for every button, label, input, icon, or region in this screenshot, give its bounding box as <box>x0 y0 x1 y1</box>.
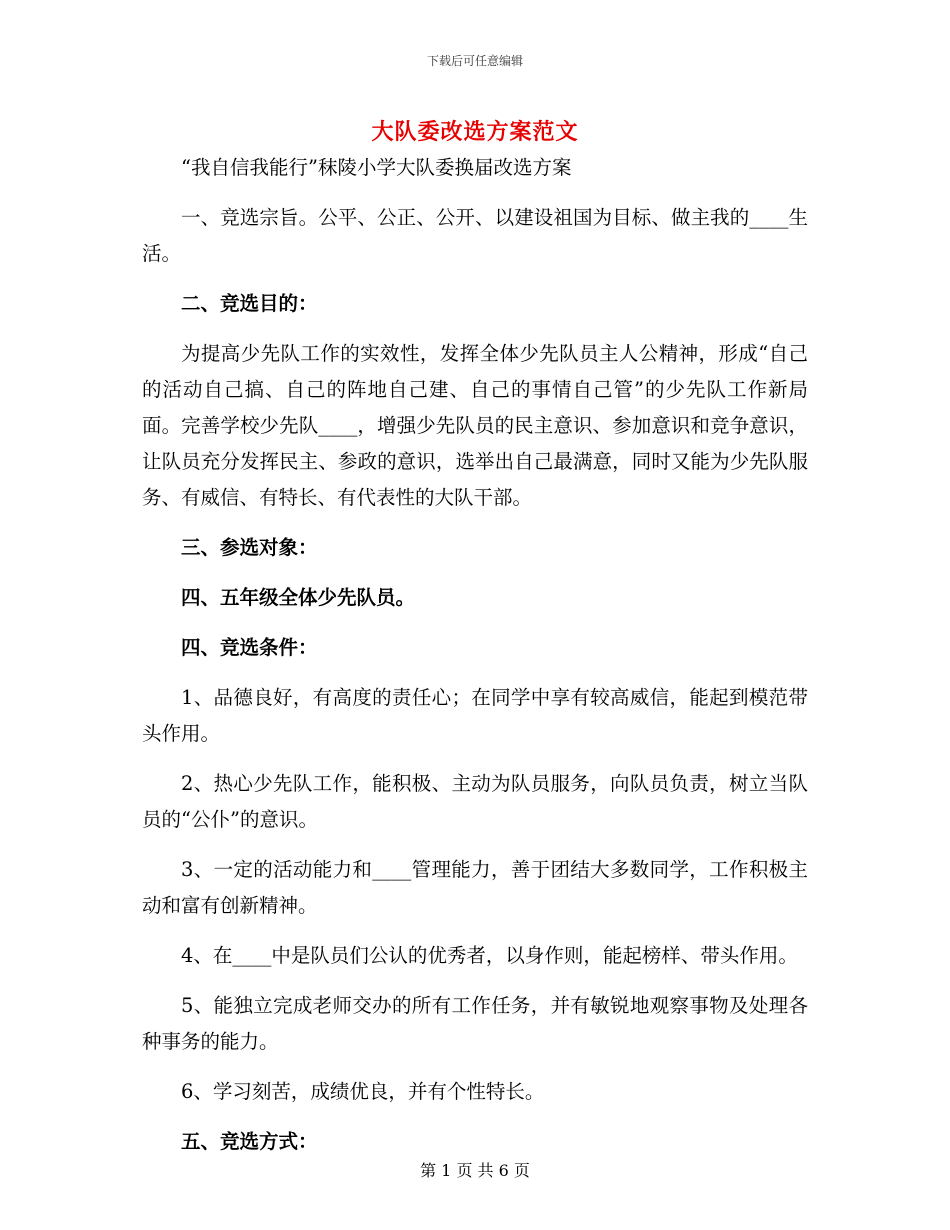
page-footer: 第 1 页 共 6 页 <box>420 1161 530 1180</box>
subtitle-paragraph: “我自信我能行”秣陵小学大队委换届改选方案 <box>181 156 572 179</box>
condition-item: 5、能独立完成老师交办的所有工作任务，并有敏锐地观察事物及处理各种事务的能力。 <box>142 994 808 1053</box>
section-heading-candidates: 三、参选对象： <box>181 536 318 559</box>
condition-item: 6、学习刻苦，成绩优良，并有个性特长。 <box>181 1080 545 1103</box>
condition-item: 1、品德良好，有高度的责任心；在同学中享有较高威信，能起到模范带头作用。 <box>142 686 808 745</box>
condition-item: 4、在____中是队员们公认的优秀者，以身作则，能起榜样、带头作用。 <box>181 944 798 967</box>
page-header: 下载后可任意编辑 <box>426 54 523 68</box>
section-heading-goal: 二、竞选目的： <box>181 292 318 315</box>
condition-item: 3、一定的活动能力和____管理能力，善于团结大多数同学，工作积极主动和富有创新精神。 <box>142 858 808 917</box>
condition-item: 2、热心少先队工作，能积极、主动为队员服务，向队员负责，树立当队员的“公仆”的意识。 <box>142 772 808 831</box>
document-body <box>142 150 808 1174</box>
section-heading-method: 五、竞选方式： <box>181 1130 318 1153</box>
goal-paragraph: 为提高少先队工作的实效性，发挥全体少先队员主人公精神，形成“自己的活动自己搞、自己的阵地自己建、自己的事情自己管”的少先队工作新局面。完善学校少先队____，增强少先队员的民主意识、参加意识和竞争意识，让队员充分发挥民主、参政的意识，选举出自己最满意，同时又能为少先队服务、有威信、有特长、有代表性的大队干部。 <box>142 342 808 509</box>
candidates-paragraph: 四、五年级全体少先队员。 <box>181 586 416 609</box>
document-title: 大队委改选方案范文 <box>371 119 579 145</box>
section-heading-conditions: 四、竞选条件： <box>181 636 318 659</box>
section-purpose-principle: 一、竞选宗旨。公平、公正、公开、以建设祖国为目标、做主我的____生活。 <box>142 206 808 265</box>
